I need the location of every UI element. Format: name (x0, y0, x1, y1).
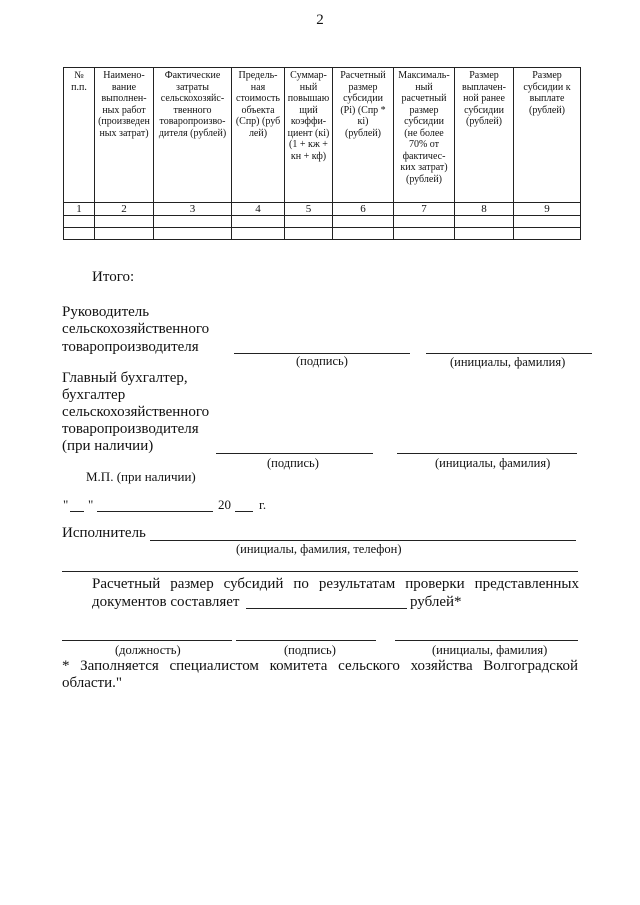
date-year-line[interactable] (235, 511, 253, 512)
accountant-label-line-5: (при наличии) (62, 438, 154, 454)
column-number-cell: 7 (394, 203, 455, 216)
header-text-line: размер (348, 81, 378, 93)
accountant-label-line-3: сельскохозяйственного (62, 404, 210, 420)
header-text-line: (Спр) (руб (235, 116, 281, 127)
header-text-line: повышаю (287, 93, 330, 104)
header-text-line: (Рi) (Спр * кi) (340, 104, 386, 127)
calc-line-1: Расчетный размер субсидий по результатам проверки представленных (92, 576, 579, 592)
header-text-line: коэффи- (290, 116, 327, 127)
header-text-line: субсидии (464, 104, 504, 116)
accountant-name-line[interactable] (397, 453, 577, 454)
header-text-line: (рублей) (405, 173, 442, 185)
header-text-line: ный (299, 81, 318, 93)
section-divider (62, 571, 578, 572)
header-text-line: ных затрат) (99, 127, 149, 139)
header-text-line: выполнен- (101, 93, 147, 104)
header-text-line: п.п. (71, 81, 87, 93)
header-text-line: размер (409, 104, 439, 116)
header-text-line: (произведен (98, 116, 150, 127)
head-label-line-1: Руководитель (62, 304, 150, 320)
column-number-cell: 8 (455, 203, 514, 216)
table-row (64, 216, 581, 228)
header-text-line: (рублей) (528, 104, 565, 116)
executor-line[interactable] (150, 540, 576, 541)
header-text-line: стоимость (236, 93, 280, 104)
header-text-line: Расчетный (340, 70, 386, 81)
column-number-cell: 1 (64, 203, 95, 216)
header-text-line: фактичес- (402, 150, 446, 162)
header-text-line: (рублей) (344, 127, 381, 139)
header-text-line: твенного (173, 104, 212, 116)
bottom-signature-line[interactable] (236, 640, 376, 641)
date-year-suffix: г. (259, 497, 267, 512)
executor-caption: (инициалы, фамилия, телефон) (236, 542, 402, 556)
table-header-cell (64, 68, 95, 203)
header-text-line: Размер (532, 70, 562, 81)
header-text-line: объекта (241, 104, 275, 116)
accountant-signature-line[interactable] (216, 453, 373, 454)
header-text-line: выплате (529, 93, 565, 104)
seal-label: М.П. (при наличии) (86, 469, 196, 484)
header-text-line: субсидии (343, 93, 383, 104)
header-text-line: сельскохозяйс- (160, 93, 225, 104)
table-header-cell (154, 68, 232, 203)
header-text-line: Предель- (238, 70, 278, 81)
header-text-line: расчетный (401, 93, 447, 104)
column-number-cell: 2 (95, 203, 154, 216)
position-line[interactable] (62, 640, 232, 641)
header-text-line: Фактические (164, 70, 221, 81)
table-header-cell (514, 68, 581, 203)
head-name-caption: (инициалы, фамилия) (450, 355, 566, 369)
column-number-cell: 9 (514, 203, 581, 216)
header-text-line: ной ранее (463, 93, 505, 104)
column-number-cell: 5 (285, 203, 333, 216)
header-text-line: дителя (рублей) (158, 127, 227, 139)
header-text-line: затраты (176, 81, 209, 93)
header-text-line: № (74, 70, 84, 81)
header-text-line: 70% от (408, 139, 440, 150)
bottom-name-line[interactable] (395, 640, 578, 641)
head-label-line-2: сельскохозяйственного (62, 321, 210, 337)
date-month-line[interactable] (97, 511, 213, 512)
table-column-numbers-row (64, 203, 581, 216)
head-sign-caption: (подпись) (296, 354, 348, 368)
accountant-name-caption: (инициалы, фамилия) (435, 456, 551, 470)
accountant-label-line-1: Главный бухгалтер, (62, 370, 188, 386)
position-caption: (должность) (115, 643, 181, 657)
header-text-line: ная (250, 81, 266, 93)
date-quote-close: " (88, 497, 94, 512)
header-text-line: товаропроизво- (159, 116, 226, 127)
calc-amount-line[interactable] (246, 608, 407, 609)
table-header-cell (232, 68, 285, 203)
header-text-line: ный (415, 81, 433, 93)
head-label-line-3: товаропроизводителя (62, 339, 199, 355)
header-text-line: (не более (404, 127, 444, 139)
header-text-line: щий (299, 104, 318, 116)
calc-line-2-post: рублей* (410, 594, 462, 610)
header-text-line: Размер (469, 70, 499, 81)
accountant-label-line-4: товаропроизводителя (62, 421, 199, 437)
head-name-line[interactable] (426, 353, 592, 354)
calc-line-2-pre: документов составляет (92, 594, 240, 610)
header-text-line: Максималь- (398, 70, 450, 81)
header-text-line: субсидии к (523, 81, 571, 93)
header-text-line: (1 + кж + (289, 139, 328, 150)
column-number-cell: 4 (232, 203, 285, 216)
header-text-line: циент (кi) (287, 127, 330, 139)
table-header-row (64, 68, 581, 203)
date-quote-open: " (63, 497, 69, 512)
header-text-line: (рублей) (465, 116, 502, 127)
table-header-cell (455, 68, 514, 203)
header-text-line: вание (111, 81, 137, 93)
footnote-line-1: * Заполняется специалистом комитета сельского хозяйства Волгоградской (62, 658, 578, 674)
page-number: 2 (316, 12, 324, 28)
bottom-name-caption: (инициалы, фамилия) (432, 643, 548, 657)
footnote-line-2: области." (62, 675, 123, 691)
subsidy-table (63, 67, 581, 240)
header-text-line: ных работ (102, 104, 146, 116)
table-row (64, 228, 581, 240)
itogo-label: Итого: (92, 269, 135, 285)
accountant-sign-caption: (подпись) (267, 456, 319, 470)
accountant-label-line-2: бухгалтер (62, 387, 126, 403)
table-header-cell (333, 68, 394, 203)
header-text-line: выплачен- (462, 81, 506, 93)
header-text-line: кн + кф) (290, 150, 327, 162)
header-text-line: Суммар- (290, 70, 327, 81)
date-year-prefix: 20 (218, 497, 231, 512)
table-header-cell (95, 68, 154, 203)
bottom-sign-caption: (подпись) (284, 643, 336, 657)
executor-label: Исполнитель (62, 525, 146, 541)
header-text-line: Наимено- (103, 70, 145, 81)
date-day-line[interactable] (70, 511, 84, 512)
column-number-cell: 6 (333, 203, 394, 216)
table-header-cell (285, 68, 333, 203)
header-text-line: субсидии (404, 116, 444, 127)
header-text-line: ких затрат) (400, 162, 448, 173)
header-text-line: лей) (248, 127, 268, 139)
column-number-cell: 3 (154, 203, 232, 216)
table-header-cell (394, 68, 455, 203)
